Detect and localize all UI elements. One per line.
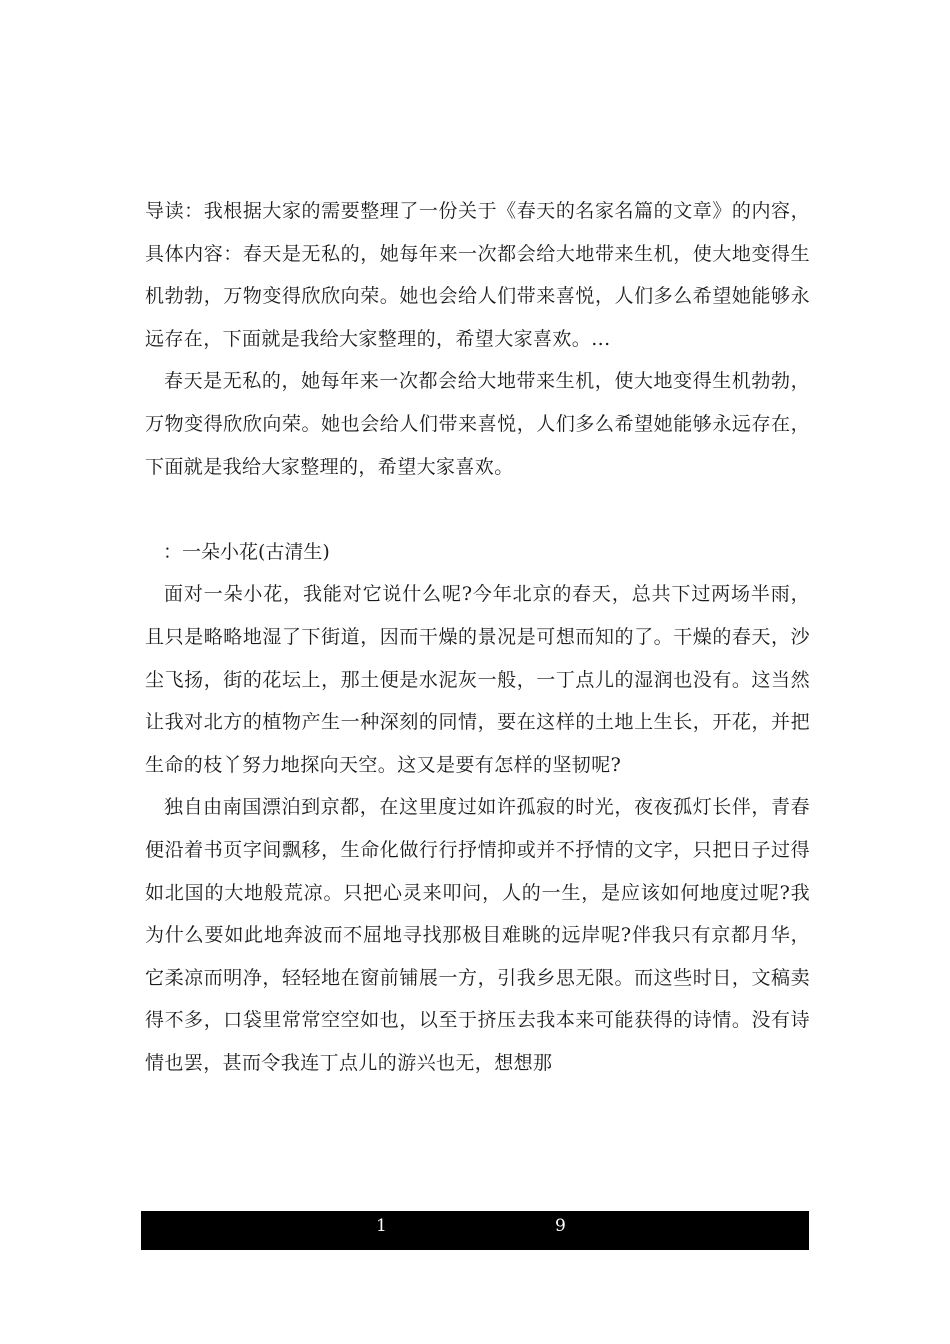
- blank-line: [145, 488, 810, 531]
- document-body: [145, 190, 810, 1084]
- summary-paragraph: 春天是无私的，她每年来一次都会给大地带来生机，使大地变得生机勃勃，万物变得欣欣向荣。她也会给人们带来喜悦，人们多么希望她能够永远存在，下面就是我给大家整理的，希望大家喜欢。: [145, 370, 810, 478]
- section-title: ：一朵小花(古清生): [163, 540, 330, 563]
- body-paragraph-1: 面对一朵小花，我能对它说什么呢?今年北京的春天，总共下过两场半雨，且只是略略地湿了下街道，因而干燥的景况是可想而知的了。干燥的春天，沙尘飞扬，街的花坛上，那土便是水泥灰一般，一丁点儿的湿润也没有。这当然让我对北方的植物产生一种深刻的同情，要在这样的土地上生长，开花，并把生命的枝丫努力地探向天空。这又是要有怎样的坚韧呢?: [145, 583, 810, 776]
- current-page-number: 1: [376, 1216, 387, 1236]
- body-paragraph-2: 独自由南国漂泊到京都，在这里度过如许孤寂的时光，夜夜孤灯长伴，青春便沿着书页字间飘移，生命化做行行抒情抑或并不抒情的文字，只把日子过得如北国的大地般荒凉。只把心灵来叩问，人的一生，是应该如何地度过呢?我为什么要如此地奔波而不屈地寻找那极目难眺的远岸呢?伴我只有京都月华，它柔凉而明净，轻轻地在窗前铺展一方，引我乡思无限。而这些时日，文稿卖得不多，口袋里常常空空如也，以至于挤压去我本来可能获得的诗情。没有诗情也罢，甚而令我连丁点儿的游兴也无，想想那: [145, 796, 810, 1074]
- total-page-count: 9: [555, 1216, 566, 1236]
- intro-paragraph: 导读：我根据大家的需要整理了一份关于《春天的名家名篇的文章》的内容，具体内容：春天是无私的，她每年来一次都会给大地带来生机，使大地变得生机勃勃，万物变得欣欣向荣。她也会给人们带来喜悦，人们多么希望她能够永远存在，下面就是我给大家整理的，希望大家喜欢。...: [145, 200, 810, 350]
- page-footer: [141, 1211, 809, 1250]
